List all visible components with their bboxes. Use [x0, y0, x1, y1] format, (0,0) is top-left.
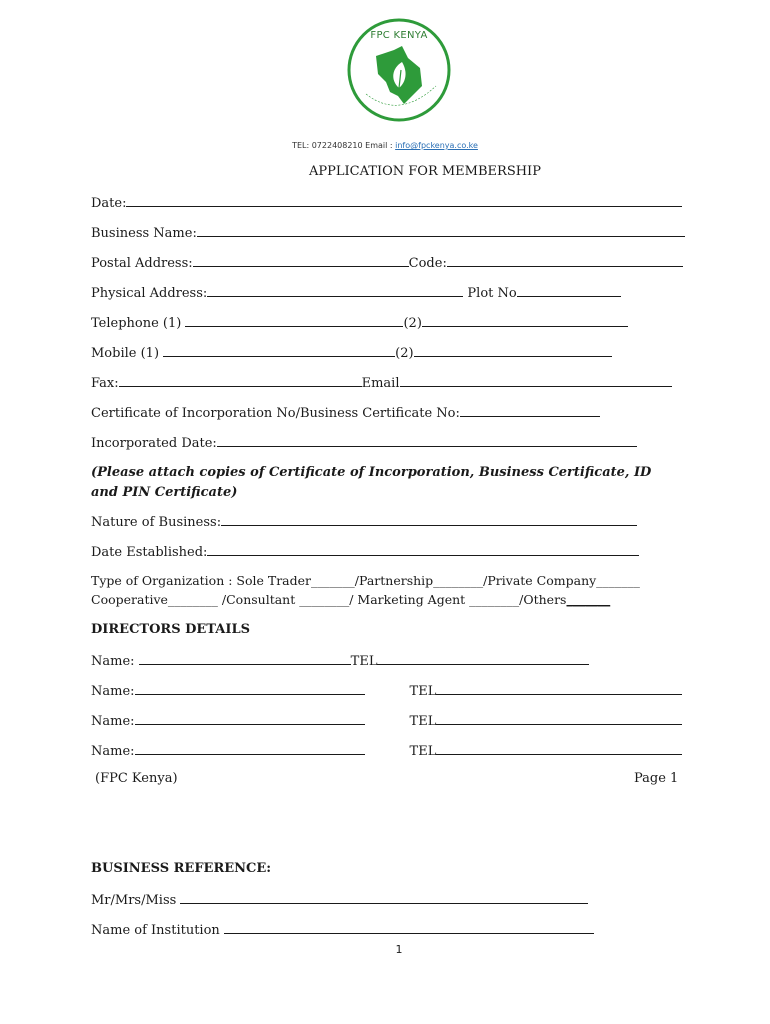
director-tel-label: TEL	[409, 714, 437, 729]
date-label: Date:	[91, 196, 127, 211]
director-name-label: Name:	[91, 654, 135, 669]
institution-label: Name of Institution	[91, 923, 224, 938]
incorporated-date-label: Incorporated Date:	[91, 436, 217, 451]
incorporated-date-row	[91, 433, 637, 451]
director-tel-label: TEL	[409, 684, 437, 699]
director-name-field[interactable]	[135, 741, 365, 755]
contact-line	[0, 141, 770, 150]
telephone-1-field[interactable]	[185, 313, 403, 327]
business-name-label: Business Name:	[91, 226, 197, 241]
director-name-field[interactable]	[135, 711, 365, 725]
mobile-2-field[interactable]	[414, 343, 612, 357]
director-name-field[interactable]	[139, 651, 351, 665]
institution-row	[91, 920, 594, 938]
reference-name-label: Mr/Mrs/Miss	[91, 893, 181, 908]
business-name-field[interactable]	[197, 223, 685, 237]
reference-name-row	[91, 890, 588, 908]
institution-field[interactable]	[224, 920, 594, 934]
org-type-row-1[interactable]: Type of Organization : Sole Trader_______/Partnership________/Private Company_______	[91, 573, 640, 588]
postal-address-label: Postal Address:	[91, 256, 193, 271]
code-field[interactable]	[447, 253, 683, 267]
page-number: 1	[395, 943, 403, 956]
logo-title: FPC KENYA	[370, 30, 428, 41]
nature-field[interactable]	[221, 512, 637, 526]
director-row-4	[91, 741, 682, 759]
org-type-row-2[interactable]	[91, 591, 610, 609]
physical-address-label: Physical Address:	[91, 286, 208, 301]
director-row-2	[91, 681, 682, 699]
org-type-others-blank: _______	[566, 592, 611, 607]
certificate-label: Certificate of Incorporation No/Business Certificate No:	[91, 406, 460, 421]
mobile-1-field[interactable]	[163, 343, 395, 357]
org-type-options: Cooperative________ /Consultant ________/ Marketing Agent ________/Others	[91, 592, 567, 607]
telephone-2-label: (2)	[403, 316, 422, 331]
director-name-label: Name:	[91, 714, 135, 729]
director-name-field[interactable]	[135, 681, 365, 695]
physical-address-row	[91, 283, 621, 301]
date-field[interactable]	[126, 193, 682, 207]
fax-label: Fax:	[91, 376, 119, 391]
fax-field[interactable]	[119, 373, 362, 387]
reference-name-field[interactable]	[180, 890, 588, 904]
director-row-3	[91, 711, 682, 729]
mobile-2-label: (2)	[395, 346, 414, 361]
postal-address-field[interactable]	[193, 253, 409, 267]
page-title: APPLICATION FOR MEMBERSHIP	[309, 164, 541, 179]
director-name-label: Name:	[91, 684, 135, 699]
attachment-note: (Please attach copies of Certificate of Incorporation, Business Certificate, ID and PIN Certificate)	[91, 465, 652, 500]
telephone-row	[91, 313, 628, 331]
incorporated-date-field[interactable]	[217, 433, 637, 447]
director-tel-field[interactable]	[436, 681, 682, 695]
footer-org: (FPC Kenya)	[95, 771, 178, 786]
email-field[interactable]	[400, 373, 672, 387]
physical-address-field[interactable]	[207, 283, 463, 297]
director-tel-label: TEL	[409, 744, 437, 759]
director-tel-field[interactable]	[377, 651, 589, 665]
established-field[interactable]	[207, 542, 639, 556]
director-tel-label: TEL	[350, 654, 378, 669]
mobile-row	[91, 343, 612, 361]
business-name-row	[91, 223, 685, 241]
contact-tel: TEL: 0722408210 Email :	[292, 141, 396, 150]
plot-no-field[interactable]	[517, 283, 621, 297]
telephone-label: Telephone (1)	[91, 316, 186, 331]
footer-page-label: Page 1	[634, 771, 679, 786]
established-label: Date Established:	[91, 545, 208, 560]
nature-label: Nature of Business:	[91, 515, 222, 530]
postal-address-row	[91, 253, 683, 271]
director-row-1	[91, 651, 589, 669]
date-row	[91, 193, 682, 211]
directors-heading: DIRECTORS DETAILS	[91, 622, 250, 637]
business-reference-heading: BUSINESS REFERENCE:	[91, 861, 272, 876]
director-tel-field[interactable]	[436, 741, 682, 755]
established-row	[91, 542, 639, 560]
code-label: Code:	[408, 256, 447, 271]
certificate-row	[91, 403, 600, 421]
director-tel-field[interactable]	[436, 711, 682, 725]
telephone-2-field[interactable]	[422, 313, 628, 327]
mobile-label: Mobile (1)	[91, 346, 164, 361]
nature-row	[91, 512, 637, 530]
fpc-kenya-logo	[346, 16, 452, 124]
email-label: Email	[361, 376, 400, 391]
fax-row	[91, 373, 672, 391]
certificate-field[interactable]	[460, 403, 600, 417]
plot-no-label: Plot No	[463, 286, 517, 301]
email-link[interactable]: info@fpckenya.co.ke	[395, 141, 478, 150]
director-name-label: Name:	[91, 744, 135, 759]
